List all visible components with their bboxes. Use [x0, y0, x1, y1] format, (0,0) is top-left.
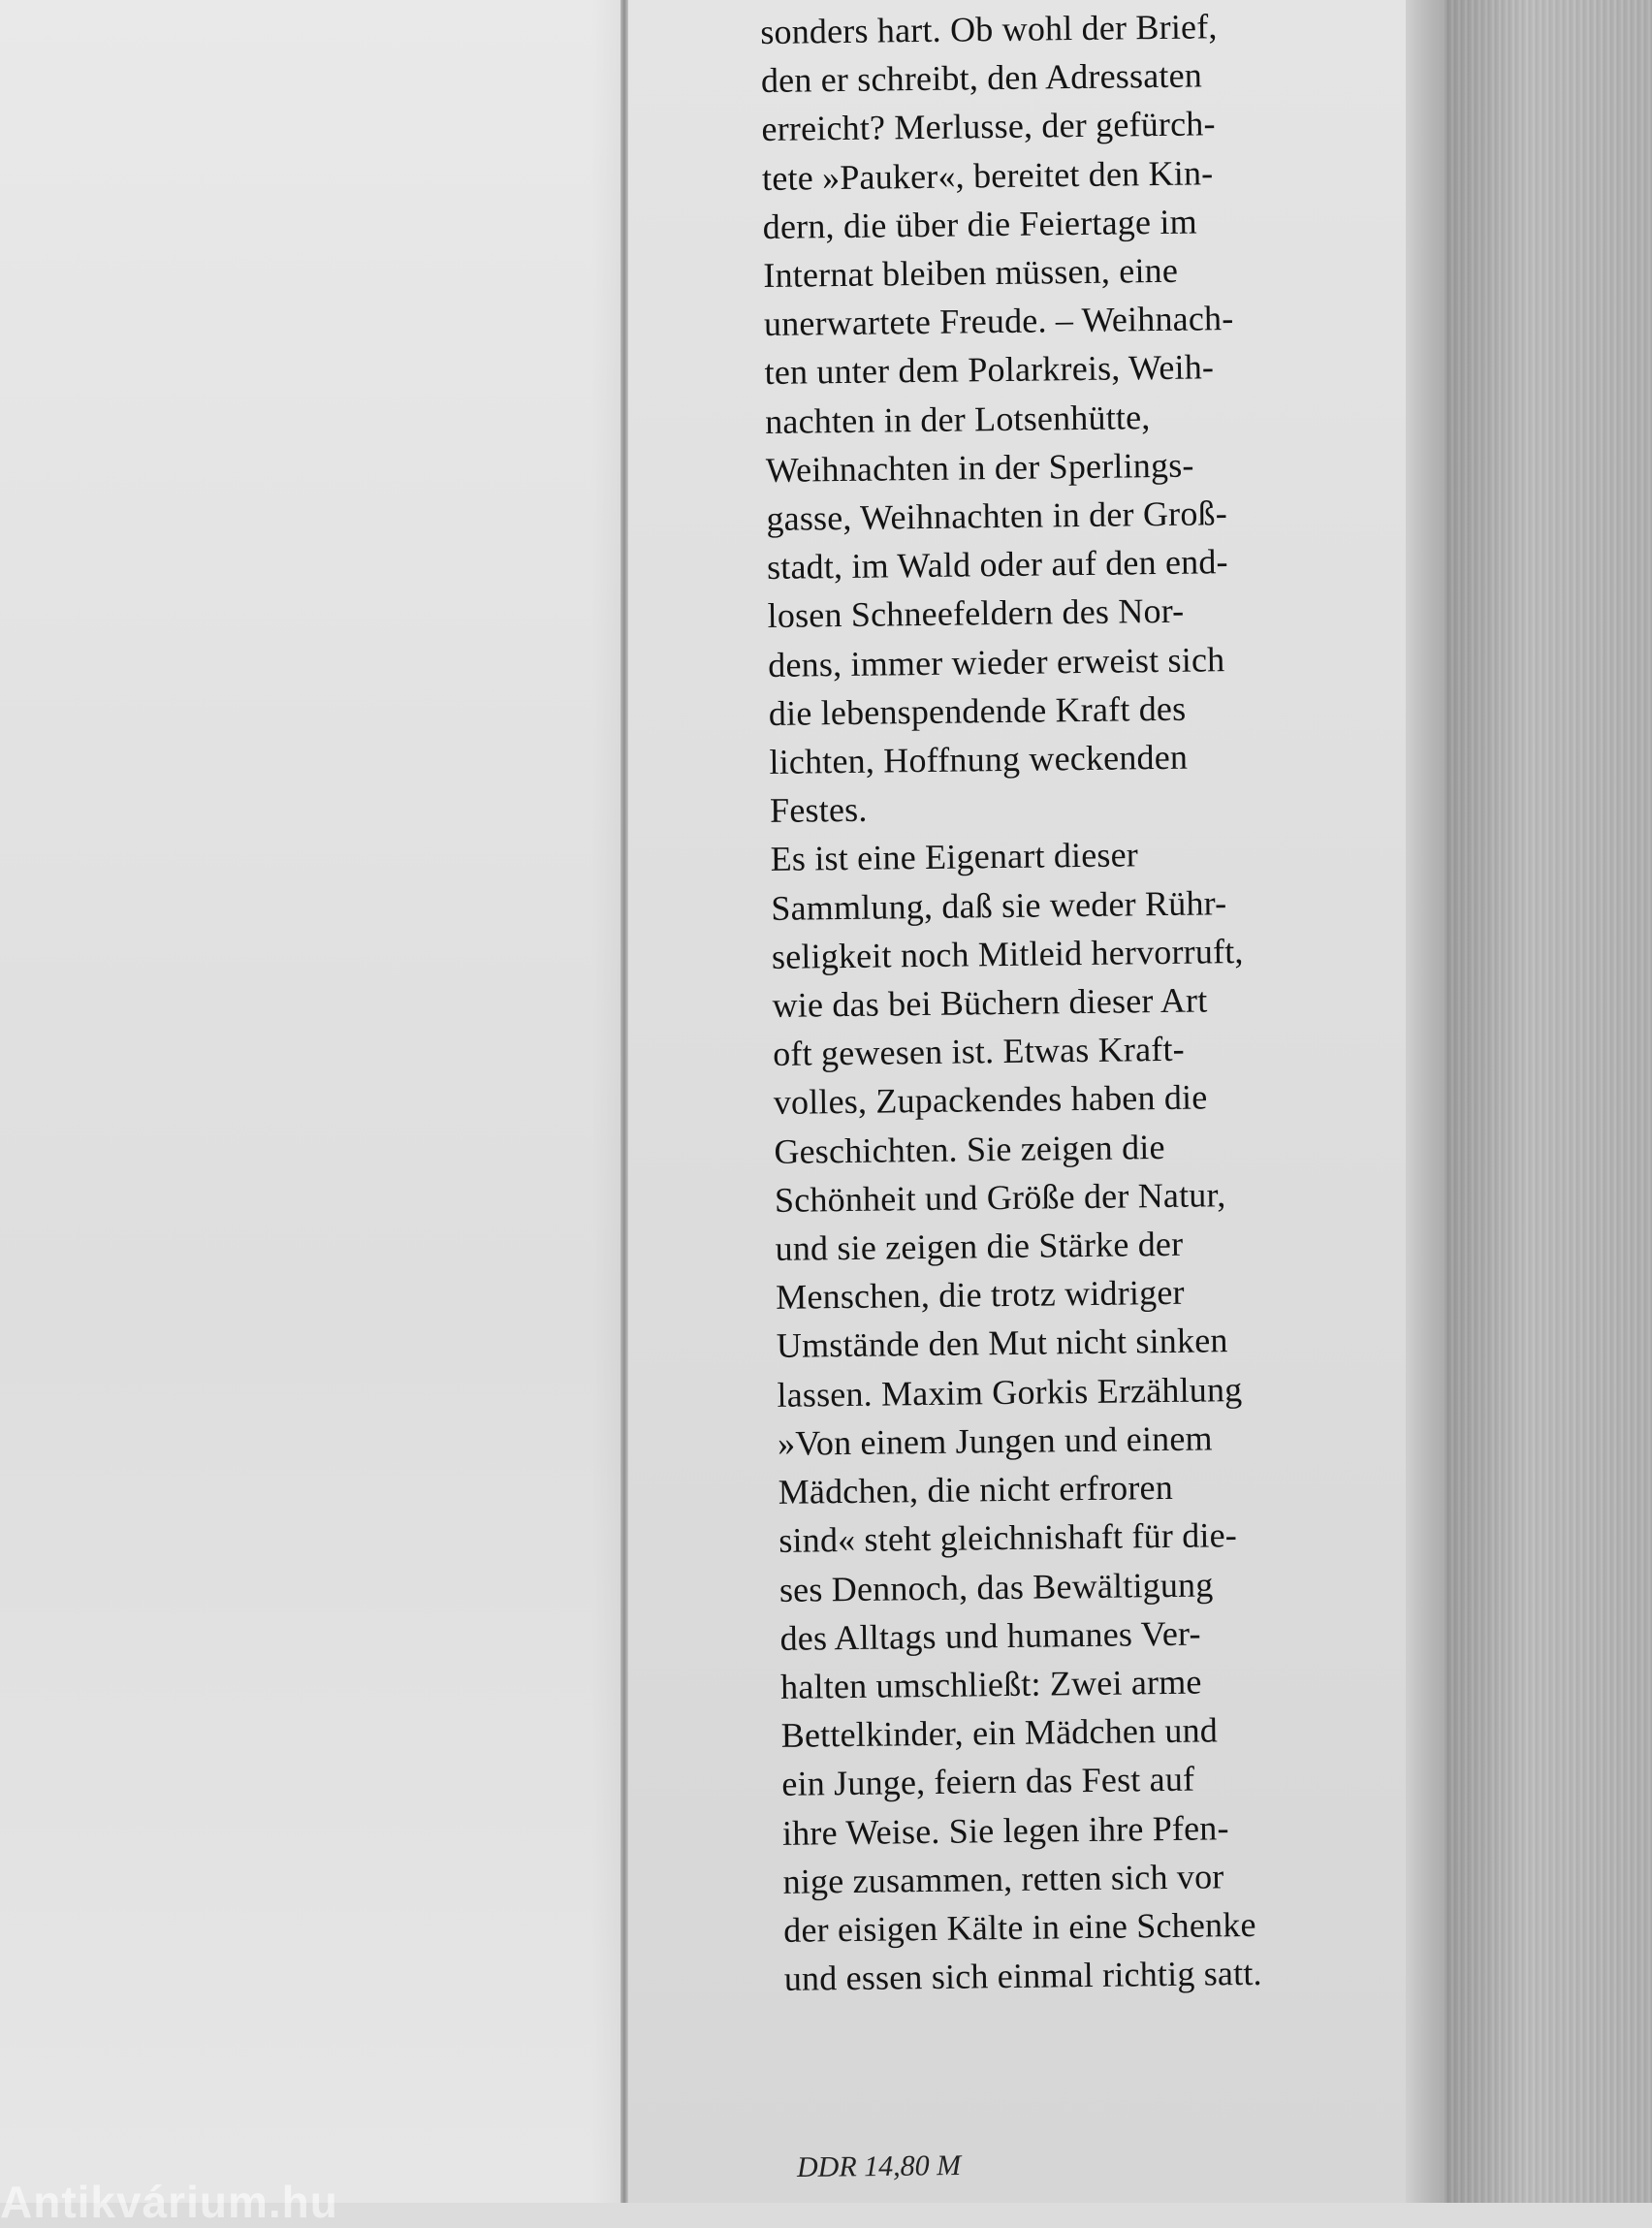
text-line: seligkeit noch Mitleid hervorruft, [771, 931, 1244, 976]
left-blank-page [0, 0, 630, 2203]
text-line: nige zusammen, retten sich vor [782, 1857, 1224, 1901]
text-line: und essen sich einmal richtig satt. [783, 1953, 1262, 1998]
text-line: Geschichten. Sie zeigen die [774, 1127, 1165, 1171]
text-line: den er schreibt, den Adressaten [760, 55, 1203, 101]
text-line: der eisigen Kälte in eine Schenke [782, 1904, 1256, 1950]
text-line: wie das bei Büchern dieser Art [772, 980, 1208, 1025]
text-line: tete »Pauker«, bereitet den Kin- [761, 152, 1214, 198]
text-line: ses Dennoch, das Bewältigung [778, 1564, 1214, 1609]
flap-text [760, 0, 1405, 2003]
text-line: dern, die über die Feiertage im [762, 202, 1198, 246]
text-line: losen Schneefeldern des Nor- [767, 591, 1185, 636]
text-line: Bettelkinder, ein Mädchen und [780, 1710, 1219, 1755]
text-line: gasse, Weihnachten in der Groß- [766, 493, 1228, 538]
text-line: Menschen, die trotz widriger [776, 1273, 1185, 1318]
price-label: DDR 14,80 M [796, 2148, 962, 2184]
text-line: Weihnachten in der Sperlings- [765, 445, 1194, 490]
wood-background [1445, 0, 1652, 2203]
text-line: erreicht? Merlusse, der gefürch- [761, 104, 1216, 149]
page-fold [620, 0, 628, 2203]
text-line: nachten in der Lotsenhütte, [764, 397, 1151, 441]
text-line: sind« steht gleichnishaft für die- [778, 1515, 1238, 1561]
text-line: Internat bleiben müssen, eine [763, 250, 1179, 295]
text-line: dens, immer wieder erweist sich [768, 639, 1225, 684]
text-line: und sie zeigen die Stärke der [775, 1224, 1184, 1268]
text-line: die lebenspendende Kraft des [768, 688, 1187, 733]
text-line: ihre Weise. Sie legen ihre Pfen- [781, 1807, 1229, 1853]
text-line: des Alltags und humanes Ver- [779, 1613, 1201, 1658]
text-line: oft gewesen ist. Etwas Kraft- [772, 1029, 1186, 1074]
text-line: stadt, im Wald oder auf den end- [766, 542, 1228, 588]
text-line: Festes. [769, 789, 868, 831]
text-line: halten umschließt: Zwei arme [779, 1662, 1202, 1706]
text-line: unerwartete Freude. – Weihnach- [763, 299, 1234, 344]
text-line: »Von einem Jungen und einem [777, 1418, 1213, 1463]
text-line: volles, Zupackendes haben die [773, 1077, 1208, 1123]
text-line: Schönheit und Größe der Natur, [774, 1175, 1226, 1220]
text-line: Mädchen, die nicht erfroren [778, 1468, 1174, 1512]
watermark: Antikvárium.hu [0, 2177, 338, 2227]
text-line: Es ist eine Eigenart dieser [770, 835, 1139, 879]
text-line: ein Junge, feiern das Fest auf [781, 1759, 1195, 1804]
text-line: Umstände den Mut nicht sinken [776, 1321, 1228, 1366]
text-line: sonders hart. Ob wohl der Brief, [760, 7, 1218, 51]
text-line: lassen. Maxim Gorkis Erzählung [777, 1369, 1243, 1415]
text-line: Sammlung, daß sie weder Rühr- [771, 882, 1227, 928]
text-line: ten unter dem Polarkreis, Weih- [764, 347, 1215, 393]
text-line: lichten, Hoffnung weckenden [769, 737, 1189, 781]
